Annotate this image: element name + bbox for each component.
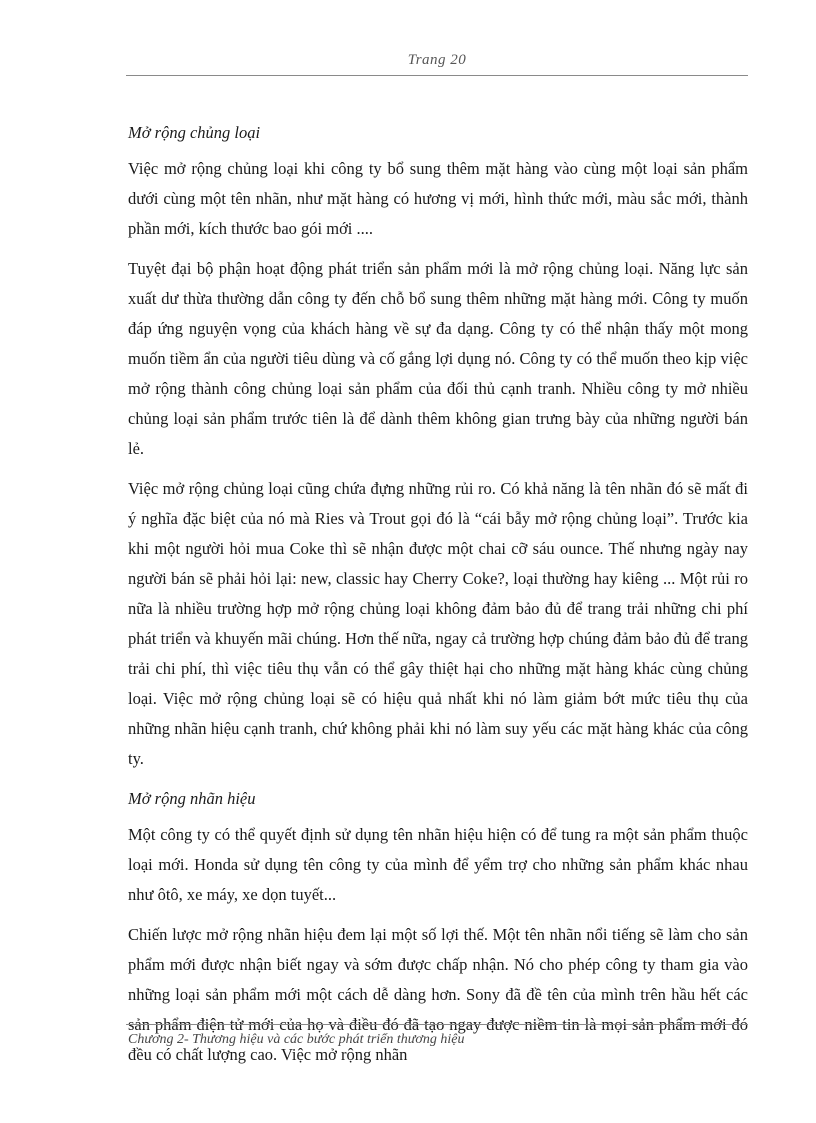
page-footer <box>128 1032 465 1048</box>
page-header <box>128 52 746 69</box>
paragraph: Một công ty có thể quyết định sử dụng tên nhãn hiệu hiện có để tung ra một sản phẩm thuộc loại mới. Honda sử dụng tên công ty của mình để yểm trợ cho những sản phẩm khác nhau như ôtô, xe máy, xe dọn tuyết... <box>128 825 748 904</box>
section-heading: Mở rộng nhãn hiệu <box>128 789 256 808</box>
chapter-label: Chương 2- Thương hiệu và các bước phát triển thương hiệu <box>128 1032 465 1047</box>
document-body <box>128 118 748 1080</box>
paragraph: Tuyệt đại bộ phận hoạt động phát triển sản phẩm mới là mở rộng chủng loại. Năng lực sản xuất dư thừa thường dẫn công ty đến chỗ bổ sung thêm những mặt hàng mới. Công ty muốn đáp ứng nguyện vọng của khách hàng về sự đa dạng. Công ty có thể nhận thấy một mong muốn tiềm ẩn của người tiêu dùng và cố gắng lợi dụng nó. Công ty có thể muốn theo kịp việc mở rộng thành công chủng loại sản phẩm của đối thủ cạnh tranh. Nhiều công ty mở nhiều chủng loại sản phẩm trước tiên là để dành thêm không gian trưng bày của những người bán lẻ. <box>128 259 748 458</box>
page-number-label: Trang 20 <box>407 52 467 68</box>
section-heading: Mở rộng chủng loại <box>128 123 261 142</box>
paragraph: Việc mở rộng chủng loại khi công ty bổ sung thêm mặt hàng vào cùng một loại sản phẩm dưới cùng một tên nhãn, như mặt hàng có hương vị mới, hình thức mới, màu sắc mới, thành phần mới, kích thước bao gói mới .... <box>128 159 748 238</box>
paragraph: Việc mở rộng chủng loại cũng chứa đựng những rủi ro. Có khả năng là tên nhãn đó sẽ mất đi ý nghĩa đặc biệt của nó mà Ries và Trout gọi đó là “cái bẫy mở rộng chủng loại”. Trước kia khi một người hỏi mua Coke thì sẽ nhận được một chai cỡ sáu ounce. Thế nhưng ngày nay người bán sẽ phải hỏi lại: new, classic hay Cherry Coke?, loại thường hay kiêng ... Một rủi ro nữa là nhiều trường hợp mở rộng chủng loại không đảm bảo đủ để trang trải những chi phí phát triển và khuyến mãi chúng. Hơn thế nữa, ngay cả trường hợp chúng đảm bảo đủ để trang trải chi phí, thì việc tiêu thụ vẫn có thể gây thiệt hại cho những mặt hàng khác cùng chủng loại. Việc mở rộng chủng loại sẽ có hiệu quả nhất khi nó làm giảm bớt mức tiêu thụ của những nhãn hiệu cạnh tranh, chứ không phải khi nó làm suy yếu các mặt hàng khác của công ty. <box>128 479 748 768</box>
footer-divider <box>126 1024 748 1025</box>
paragraph: Chiến lược mở rộng nhãn hiệu đem lại một số lợi thế. Một tên nhãn nổi tiếng sẽ làm cho sản phẩm mới được nhận biết ngay và sớm được chấp nhận. Nó cho phép công ty tham gia vào những loại sản phẩm mới một cách dễ dàng hơn. Sony đã đề tên của mình trên hầu hết các sản phẩm điện tử mới của họ và điều đó đã tạo ngay được niềm tin là mọi sản phẩm mới đó đều có chất lượng cao. Việc mở rộng nhãn <box>128 925 748 1064</box>
header-divider <box>126 75 748 76</box>
